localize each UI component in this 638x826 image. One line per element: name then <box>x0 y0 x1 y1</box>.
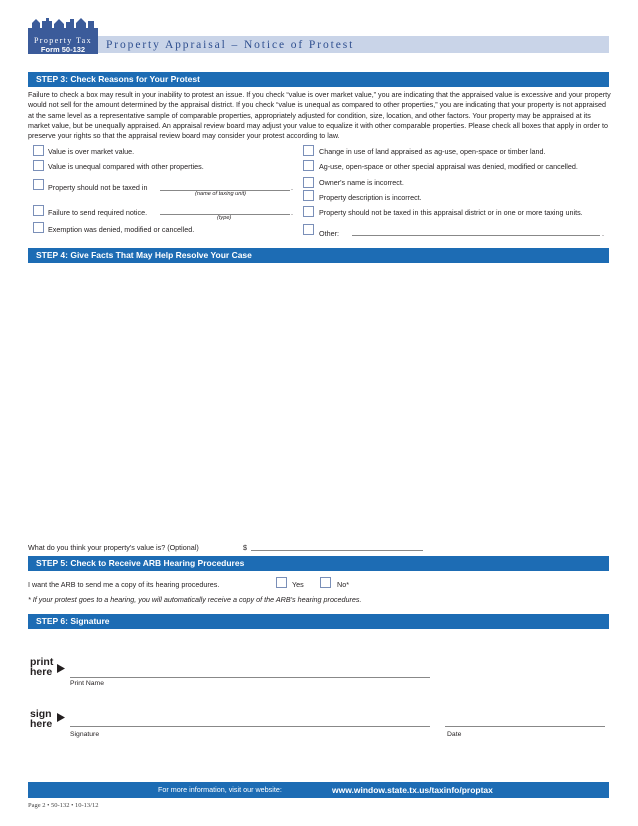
option-should-not-be-taxed: Property should not be taxed in <box>48 183 148 192</box>
checkbox-special-appraisal[interactable] <box>303 160 314 171</box>
checkbox-failure-notice[interactable] <box>33 205 44 216</box>
checkbox-over-market-value[interactable] <box>33 145 44 156</box>
print-name-caption: Print Name <box>70 680 104 687</box>
other-reason-line[interactable] <box>352 235 600 236</box>
period-mark: . <box>602 229 604 238</box>
website-link[interactable]: www.window.state.tx.us/taxinfo/proptax <box>332 785 493 795</box>
footer-bar <box>28 782 609 798</box>
arrow-right-icon <box>57 713 65 722</box>
here-label: here <box>30 718 53 730</box>
checkbox-exemption-denied[interactable] <box>33 222 44 233</box>
option-change-in-use: Change in use of land appraised as ag-use, open-space or timber land. <box>319 147 546 156</box>
option-unequal-value: Value is unequal compared with other properties. <box>48 162 204 171</box>
value-question: What do you think your property's value is? (Optional) <box>28 543 199 552</box>
footer-info-text: For more information, visit our website: <box>158 785 282 794</box>
option-failure-notice: Failure to send required notice. <box>48 208 148 217</box>
sign-label: sign <box>30 708 52 720</box>
date-line[interactable] <box>445 726 605 727</box>
taxing-unit-caption: (name of taxing unit) <box>195 191 246 197</box>
step5-heading: STEP 5: Check to Receive ARB Hearing Procedures <box>28 556 609 571</box>
facts-text-area[interactable] <box>28 262 609 540</box>
arrow-right-icon <box>57 664 65 673</box>
dollar-sign: $ <box>243 543 247 552</box>
property-value-line[interactable] <box>251 550 423 551</box>
option-special-appraisal: Ag-use, open-space or other special appraisal was denied, modified or cancelled. <box>319 162 578 171</box>
option-owner-name: Owner's name is incorrect. <box>319 178 404 187</box>
badge-line2: Form 50-132 <box>40 45 86 54</box>
form-title: Property Appraisal – Notice of Protest <box>106 39 355 51</box>
no-label: No* <box>337 580 349 589</box>
step3-paragraph: Failure to check a box may result in your inability to protest an issue. If you check “value is over market value,” you are indicating that the appraised value is excessive and your property would not sell for the amount determined by the appraisal district. If you check “value is unequal as compared to other properties,” you are indicating that your property is not appraised at the same level as a representative sample of comparable properties, appropriately adjusted for condition, size, location, and other factors. Your property may be appraised at its market value, but be unequally appraised. An appraisal review board may adjust your value to equalize it with other comparable properties. Please check all boxes that apply in order to preserve your rights so that the appraisal review board may consider your protest according to law. <box>28 91 611 141</box>
arb-footnote: * If your protest goes to a hearing, you will automatically receive a copy of the ARB's hearing procedures. <box>28 595 362 604</box>
option-other: Other: <box>319 229 339 238</box>
type-caption: (type) <box>217 215 232 221</box>
checkbox-other[interactable] <box>303 224 314 235</box>
date-caption: Date <box>447 731 462 738</box>
option-over-market-value: Value is over market value. <box>48 147 135 156</box>
option-property-description: Property description is incorrect. <box>319 193 422 202</box>
signature-caption: Signature <box>70 731 100 738</box>
signature-line[interactable] <box>70 726 430 727</box>
yes-label: Yes <box>292 580 304 589</box>
here-label: here <box>30 666 53 678</box>
step4-heading: STEP 4: Give Facts That May Help Resolve Your Case <box>28 248 609 263</box>
step6-heading: STEP 6: Signature <box>28 614 609 629</box>
checkbox-not-taxed-district[interactable] <box>303 206 314 217</box>
period-mark: . <box>291 208 293 217</box>
print-label: print <box>30 656 54 668</box>
checkbox-no[interactable] <box>320 577 331 588</box>
option-not-taxed-district: Property should not be taxed in this appraisal district or in one or more taxing units. <box>319 208 583 217</box>
checkbox-yes[interactable] <box>276 577 287 588</box>
checkbox-change-in-use[interactable] <box>303 145 314 156</box>
print-here-label <box>30 657 53 677</box>
step3-heading: STEP 3: Check Reasons for Your Protest <box>28 72 609 87</box>
page-reference: Page 2 • 50-132 • 10-13/12 <box>28 802 99 809</box>
checkbox-property-description[interactable] <box>303 190 314 201</box>
checkbox-should-not-be-taxed[interactable] <box>33 179 44 190</box>
badge-line1: Property Tax <box>33 36 93 45</box>
sign-here-label <box>30 709 52 729</box>
checkbox-unequal-value[interactable] <box>33 160 44 171</box>
print-name-line[interactable] <box>70 677 430 678</box>
period-mark: . <box>291 183 293 192</box>
arb-request-text: I want the ARB to send me a copy of its hearing procedures. <box>28 580 220 589</box>
checkbox-owner-name[interactable] <box>303 177 314 188</box>
form-badge <box>28 28 98 54</box>
option-exemption-denied: Exemption was denied, modified or cancelled. <box>48 225 195 234</box>
